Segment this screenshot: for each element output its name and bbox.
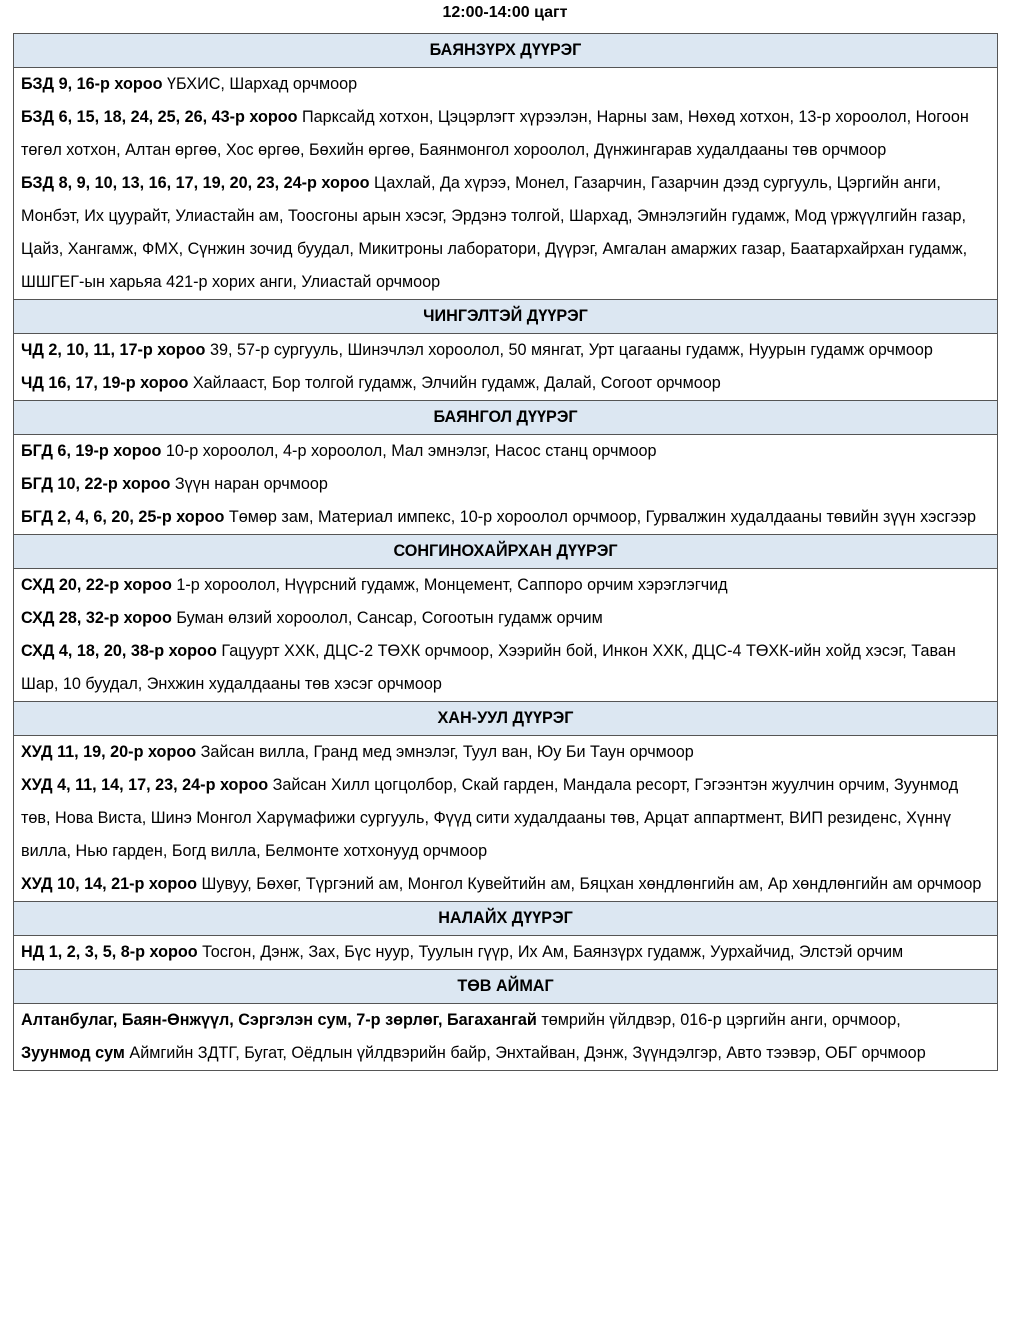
entry-area-key: НД 1, 2, 3, 5, 8-р хороо	[21, 943, 198, 961]
section-header-row	[14, 902, 998, 936]
entry-area-key: БЗД 6, 15, 18, 24, 25, 26, 43-р хороо	[21, 108, 298, 126]
section-body-row	[14, 569, 998, 702]
section-body	[14, 936, 998, 970]
section-heading: БАЯНГОЛ ДҮҮРЭГ	[14, 401, 998, 435]
section-body	[14, 1004, 998, 1071]
section-header-row	[14, 970, 998, 1004]
entry-locations: Гацуурт ХХК, ДЦС-2 ТӨХК орчмоор, Хээрийн бой, Инкон ХХК, ДЦС-4 ТӨХК-ийн хойд хэсэг, Таван Шар, 10 буудал, Энхжин худалдааны төв хэсэг орчмоор	[21, 642, 956, 693]
entry-locations: Буман өлзий хороолол, Сансар, Согоотын гудамж орчим	[171, 609, 603, 627]
outage-entry	[21, 569, 990, 602]
section-body-row	[14, 68, 998, 300]
section-body	[14, 435, 998, 535]
outage-entry	[21, 1037, 990, 1070]
section-body-row	[14, 736, 998, 902]
entry-locations: Зайсан Хилл цогцолбор, Скай гарден, Мандала ресорт, Гэгээнтэн жуулчин орчим, Зуунмод төв, Нова Виста, Шинэ Монгол Харүмафижи сургууль, Фүүд сити худалдааны төв, Арцат аппартмент, ВИП резиденс, Хүннү вилла, Нью гарден, Богд вилла, Белмонте хотхонууд орчмоор	[21, 776, 959, 860]
outage-entry	[21, 334, 990, 367]
outage-entry	[21, 1004, 990, 1037]
entry-locations: Төмөр зам, Материал импекс, 10-р хороолол орчмоор, Гурвалжин худалдааны төвийн зүүн хэсгээр	[224, 508, 976, 526]
section-body-row	[14, 334, 998, 401]
section-header-row	[14, 702, 998, 736]
entry-area-key: СХД 20, 22-р хороо	[21, 576, 172, 594]
entry-area-key: БГД 2, 4, 6, 20, 25-р хороо	[21, 508, 225, 526]
section-body-row	[14, 936, 998, 970]
entry-locations: 39, 57-р сургууль, Шинэчлэл хороолол, 50 мянгат, Урт цагааны гудамж, Нуурын гудамж орчмоор	[205, 341, 933, 359]
section-body-row	[14, 1004, 998, 1071]
outage-entry	[21, 769, 990, 868]
section-body	[14, 736, 998, 902]
schedule-table	[13, 33, 998, 1071]
entry-locations: Хайлааст, Бор толгой гудамж, Элчийн гудамж, Далай, Согоот орчмоор	[188, 374, 721, 392]
entry-area-key: БЗД 9, 16-р хороо	[21, 75, 163, 93]
page-title: 12:00-14:00 цагт	[442, 4, 568, 21]
section-heading: СОНГИНОХАЙРХАН ДҮҮРЭГ	[14, 535, 998, 569]
outage-entry	[21, 602, 990, 635]
section-heading: НАЛАЙХ ДҮҮРЭГ	[14, 902, 998, 936]
entry-area-key: СХД 28, 32-р хороо	[21, 609, 172, 627]
section-body	[14, 334, 998, 401]
entry-locations: ҮБХИС, Шархад орчмоор	[162, 75, 358, 93]
section-header-row	[14, 401, 998, 435]
outage-entry	[21, 936, 990, 969]
entry-area-key: СХД 4, 18, 20, 38-р хороо	[21, 642, 217, 660]
section-heading: БАЯНЗҮРХ ДҮҮРЭГ	[14, 34, 998, 68]
outage-entry	[21, 68, 990, 101]
section-body	[14, 68, 998, 300]
section-body-row	[14, 435, 998, 535]
entry-locations: Цахлай, Да хүрээ, Монел, Газарчин, Газарчин дээд сургууль, Цэргийн анги, Монбэт, Их цуурайт, Улиастайн ам, Тоосгоны арын хэсэг, Эрдэнэ толгой, Шархад, Эмнэлэгийн гудамж, Мод үржүүлгийн газар, Цайз, Хангамж, ФМХ, Сүнжин зочид буудал, Микитроны лаборатори, Дүүрэг, Амгалан амаржих газар, Баатархайрхан гудамж, ШШГЕГ-ын харьяа 421-р хорих анги, Улиастай орчмоор	[21, 174, 968, 291]
section-header-row	[14, 300, 998, 334]
entry-area-key: ЧД 2, 10, 11, 17-р хороо	[21, 341, 206, 359]
entry-area-key: ХУД 4, 11, 14, 17, 23, 24-р хороо	[21, 776, 269, 794]
entry-locations: 10-р хороолол, 4-р хороолол, Мал эмнэлэг, Насос станц орчмоор	[161, 442, 657, 460]
section-header-row	[14, 535, 998, 569]
entry-area-key: ЧД 16, 17, 19-р хороо	[21, 374, 189, 392]
outage-entry	[21, 736, 990, 769]
entry-locations: Парксайд хотхон, Цэцэрлэгт хүрээлэн, Нарны зам, Нөхөд хотхон, 13-р хороолол, Ногоон төгөл хотхон, Алтан өргөө, Хос өргөө, Бөхийн өргөө, Баянмонгол хороолол, Дүнжингарав худалдааны төв орчмоор	[21, 108, 969, 159]
entry-locations: Шувуу, Бөхөг, Түргэний ам, Монгол Кувейтийн ам, Бяцхан хөндлөнгийн ам, Ар хөндлөнгийн ам орчмоор	[197, 875, 982, 893]
entry-locations: төмрийн үйлдвэр, 016-р цэргийн анги, орчмоор,	[536, 1011, 901, 1029]
outage-entry	[21, 501, 990, 534]
section-heading: ТӨВ АЙМАГ	[14, 970, 998, 1004]
entry-locations: Тосгон, Дэнж, Зах, Бүс нуур, Туулын гүүр, Их Ам, Баянзүрх гудамж, Уурхайчид, Элстэй орчим	[197, 943, 904, 961]
outage-entry	[21, 435, 990, 468]
entry-locations: 1-р хороолол, Нүүрсний гудамж, Монцемент, Саппоро орчим хэрэглэгчид	[171, 576, 728, 594]
entry-area-key: БГД 10, 22-р хороо	[21, 475, 171, 493]
section-heading: ХАН-УУЛ ДҮҮРЭГ	[14, 702, 998, 736]
outage-entry	[21, 468, 990, 501]
entry-area-key: ХУД 11, 19, 20-р хороо	[21, 743, 197, 761]
outage-entry	[21, 167, 990, 299]
entry-locations: Зүүн наран орчмоор	[170, 475, 328, 493]
entry-area-key: Зуунмод сум	[21, 1044, 125, 1062]
schedule-body	[14, 34, 998, 1071]
outage-entry	[21, 101, 990, 167]
outage-entry	[21, 367, 990, 400]
entry-area-key: Алтанбулаг, Баян-Өнжүүл, Сэргэлэн сум, 7-р зөрлөг, Багахангай	[21, 1011, 537, 1029]
entry-area-key: БЗД 8, 9, 10, 13, 16, 17, 19, 20, 23, 24-р хороо	[21, 174, 370, 192]
entry-locations: Зайсан вилла, Гранд мед эмнэлэг, Туул ван, Юу Би Таун орчмоор	[196, 743, 694, 761]
outage-entry	[21, 868, 990, 901]
entry-area-key: БГД 6, 19-р хороо	[21, 442, 162, 460]
section-heading: ЧИНГЭЛТЭЙ ДҮҮРЭГ	[14, 300, 998, 334]
section-header-row	[14, 34, 998, 68]
entry-locations: Аймгийн ЗДТГ, Бугат, Оёдлын үйлдвэрийн байр, Энхтайван, Дэнж, Зүүндэлгэр, Авто тээвэр, ОБГ орчмоор	[124, 1044, 926, 1062]
outage-entry	[21, 635, 990, 701]
entry-area-key: ХУД 10, 14, 21-р хороо	[21, 875, 198, 893]
section-body	[14, 569, 998, 702]
